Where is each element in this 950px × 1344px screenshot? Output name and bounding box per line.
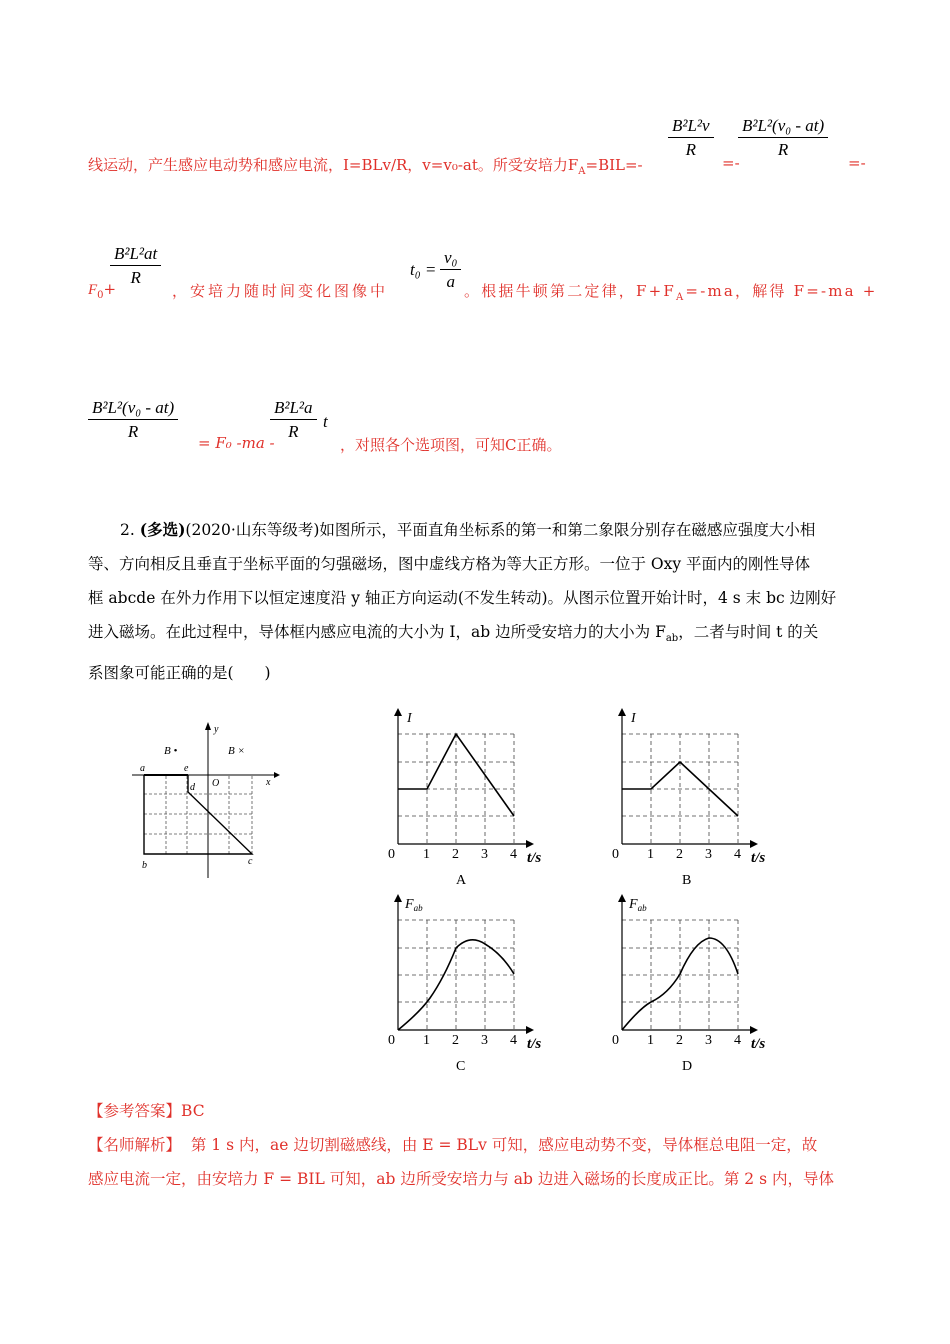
field-left-label: B • bbox=[164, 745, 178, 757]
denominator: R bbox=[127, 422, 139, 441]
tick-0: 0 bbox=[612, 1033, 619, 1048]
grid-lines bbox=[144, 776, 252, 854]
x-axis-label: t/s bbox=[527, 1036, 542, 1052]
label-y: y bbox=[214, 724, 219, 735]
analysis-line-1 bbox=[88, 1128, 864, 1162]
tick-4: 4 bbox=[734, 847, 741, 862]
tick-0: 0 bbox=[612, 847, 619, 862]
analysis-line-2: 感应电流一定，由安培力 F = BIL 可知，ab 边所受安培力与 ab 边进入磁场的长度成正比。第 2 s 内，导体 bbox=[88, 1170, 834, 1188]
numerator: B²L²a bbox=[270, 398, 317, 420]
graph-curve bbox=[398, 734, 514, 816]
tick-2: 2 bbox=[676, 847, 683, 862]
x-axis-arrow bbox=[274, 772, 280, 778]
field-right-label: B × bbox=[228, 745, 245, 757]
x-axis-arrow bbox=[526, 840, 534, 848]
label-b: b bbox=[142, 860, 147, 871]
analysis-label: 【名师解析】 bbox=[88, 1136, 182, 1154]
denominator: R bbox=[288, 422, 299, 441]
tick-1: 1 bbox=[423, 847, 430, 862]
tick-0: 0 bbox=[388, 1033, 395, 1048]
solution-text: 。根据牛顿第二定律，F+F bbox=[464, 282, 676, 300]
question-line-1 bbox=[88, 513, 864, 547]
x-axis-arrow bbox=[750, 1026, 758, 1034]
conductor-frame bbox=[144, 775, 252, 854]
label-c: c bbox=[248, 856, 253, 867]
graph-caption: C bbox=[456, 1059, 466, 1074]
question-line-3: 框 abcde 在外力作用下以恒定速度沿 y 轴正方向运动(不发生转动)。从图示位置开始计时，4 s 末 bc 边刚好 bbox=[88, 589, 837, 607]
y-axis-label bbox=[628, 897, 647, 913]
reference-answer bbox=[88, 1094, 864, 1128]
question-line-4 bbox=[88, 615, 864, 656]
equals-minus-text: =- bbox=[848, 154, 866, 172]
graph-B bbox=[604, 704, 804, 894]
label-a: a bbox=[140, 763, 145, 774]
tick-3: 3 bbox=[481, 847, 488, 862]
question-source: (2020·山东等级考) bbox=[185, 521, 320, 539]
denominator: R bbox=[130, 268, 141, 287]
tick-3: 3 bbox=[705, 1033, 712, 1048]
question-tag: (多选) bbox=[139, 520, 186, 539]
label-O: O bbox=[212, 778, 220, 789]
question-line-2: 等、方向相反且垂直于坐标平面的匀强磁场，图中虚线方格为等大正方形。一位于 Oxy 平面内的刚性导体 bbox=[88, 555, 811, 573]
solution-text: ，安培力随时间变化图像中 bbox=[172, 282, 389, 300]
question-number: 2. bbox=[120, 521, 135, 539]
solution-text: ，对照各个选项图，可知C正确。 bbox=[340, 436, 562, 454]
solution-line-2-mid bbox=[172, 280, 388, 301]
subscript: ab bbox=[665, 633, 679, 645]
math-t bbox=[323, 412, 328, 432]
solution-line-3-mid bbox=[198, 434, 275, 452]
graph-D bbox=[604, 890, 804, 1080]
fraction-b2l2-v0-at-over-r-2 bbox=[88, 398, 178, 442]
x-axis-arrow bbox=[750, 840, 758, 848]
y-axis-label: I bbox=[407, 711, 412, 726]
graph-C bbox=[380, 890, 580, 1080]
analysis-text: 第 1 s 内，ae 边切割磁感线，由 E = BLv 可知，感应电动势不变，导体框总电阻一定，故 bbox=[190, 1136, 818, 1154]
x-axis-label: t/s bbox=[751, 1036, 766, 1052]
y-label-sub: ab bbox=[637, 903, 647, 913]
equals-minus bbox=[722, 154, 740, 172]
graph-A bbox=[380, 704, 580, 894]
y-label-main: F bbox=[629, 897, 638, 912]
denominator: R bbox=[685, 140, 696, 159]
y-axis-label: I bbox=[631, 711, 636, 726]
numerator: B²L²at bbox=[110, 244, 161, 266]
question-line-5: 系图象可能正确的是( ) bbox=[88, 664, 271, 683]
y-axis-arrow bbox=[394, 708, 402, 716]
numerator: B²L²(v₀ - at) bbox=[738, 116, 828, 138]
y-axis-arrow bbox=[394, 894, 402, 902]
y-axis-label bbox=[404, 897, 423, 913]
fraction-v0-over-a bbox=[440, 248, 461, 292]
t-text: t bbox=[323, 412, 328, 431]
t0-text: t₀ = bbox=[410, 260, 437, 279]
plus: + bbox=[103, 280, 117, 298]
fraction-b2l2v-over-r bbox=[668, 116, 714, 160]
fraction-b2l2-v0-at-over-r bbox=[738, 116, 828, 160]
numerator: B²L²v bbox=[668, 116, 714, 138]
tick-1: 1 bbox=[647, 847, 654, 862]
label-x: x bbox=[266, 777, 271, 788]
figure-conductor-frame bbox=[126, 718, 286, 878]
fraction-b2l2a-over-r bbox=[270, 398, 317, 442]
question-line-text: 如图所示，平面直角坐标系的第一和第二象限分别存在磁感应强度大小相 bbox=[319, 521, 816, 539]
tick-2: 2 bbox=[452, 1033, 459, 1048]
x-axis-label: t/s bbox=[527, 850, 542, 866]
subscript: A bbox=[578, 166, 586, 177]
answer-block bbox=[88, 1094, 864, 1196]
denominator: a bbox=[446, 272, 455, 291]
graph-caption: D bbox=[682, 1059, 693, 1074]
tick-2: 2 bbox=[452, 847, 459, 862]
y-axis-arrow bbox=[618, 708, 626, 716]
numerator: v₀ bbox=[440, 248, 461, 270]
answer-label: 【参考答案】 bbox=[88, 1102, 182, 1120]
equals-minus-text: =- bbox=[722, 154, 740, 172]
y-axis-arrow bbox=[205, 722, 211, 730]
question-line-text: ，二者与时间 t 的关 bbox=[678, 623, 819, 641]
x-axis-label: t/s bbox=[751, 850, 766, 866]
numerator: B²L²(v₀ - at) bbox=[88, 398, 178, 420]
y-axis-arrow bbox=[618, 894, 626, 902]
solution-text: =BIL=- bbox=[585, 156, 643, 174]
label-d: d bbox=[190, 782, 195, 793]
solution-text: = F₀ -ma - bbox=[198, 434, 275, 452]
equals-minus bbox=[848, 154, 866, 172]
t0-label bbox=[410, 260, 436, 280]
subscript: A bbox=[676, 292, 686, 303]
tick-3: 3 bbox=[705, 847, 712, 862]
answer-value: BC bbox=[181, 1102, 205, 1120]
tick-0: 0 bbox=[388, 847, 395, 862]
fraction-b2l2at-over-r bbox=[110, 244, 161, 288]
x-axis-arrow bbox=[526, 1026, 534, 1034]
denominator: R bbox=[777, 140, 789, 159]
label-e: e bbox=[184, 763, 189, 774]
graph-caption: B bbox=[682, 873, 692, 888]
tick-2: 2 bbox=[676, 1033, 683, 1048]
tick-3: 3 bbox=[481, 1033, 488, 1048]
graph-caption: A bbox=[456, 873, 467, 888]
y-label-main: F bbox=[405, 897, 414, 912]
tick-4: 4 bbox=[734, 1033, 741, 1048]
subscript: 0 bbox=[97, 290, 104, 301]
solution-line-2-end bbox=[464, 280, 878, 303]
solution-line-1 bbox=[88, 154, 643, 177]
question-line-text: 进入磁场。在此过程中，导体框内感应电流的大小为 I，ab 边所受安培力的大小为 F bbox=[88, 623, 666, 641]
math-f: F bbox=[88, 282, 98, 298]
y-label-sub: ab bbox=[413, 903, 423, 913]
solution-text: =-ma，解得 F=-ma + bbox=[685, 282, 878, 300]
tick-4: 4 bbox=[510, 847, 517, 862]
solution-text: 线运动，产生感应电动势和感应电流，I=BLv/R，v=v₀-at。所受安培力F bbox=[88, 156, 579, 174]
tick-4: 4 bbox=[510, 1033, 517, 1048]
question-text bbox=[88, 513, 864, 690]
tick-1: 1 bbox=[423, 1033, 430, 1048]
solution-line-3-end bbox=[340, 434, 561, 455]
tick-1: 1 bbox=[647, 1033, 654, 1048]
